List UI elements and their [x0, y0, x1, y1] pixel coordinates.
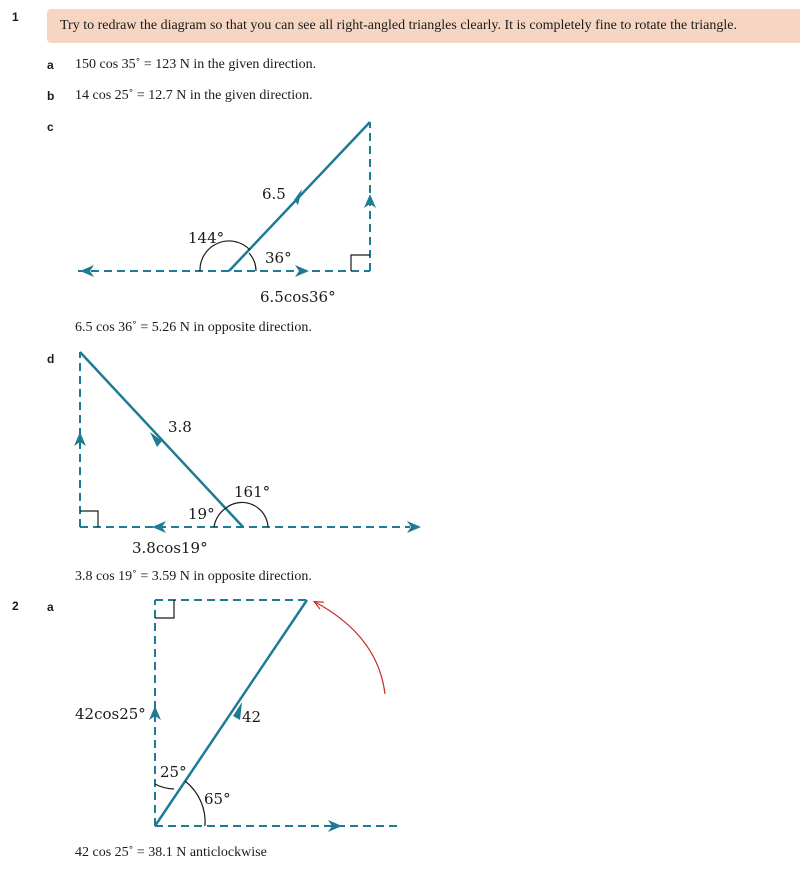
- part-label-a: a: [47, 58, 54, 72]
- force-vector: [155, 600, 307, 826]
- answer-d: 3.8 cos 19˚ = 3.59 N in opposite direction.: [75, 569, 312, 584]
- rotation-arrow: [315, 602, 385, 694]
- right-angle-mark: [80, 511, 98, 527]
- part-label-b: b: [47, 89, 55, 103]
- angle-acute-label: 19°: [188, 505, 215, 523]
- force-label: 42: [242, 708, 262, 726]
- answer-c: 6.5 cos 36˚ = 5.26 N in opposite direction.: [75, 320, 312, 335]
- diagram-c: [78, 122, 376, 306]
- diagram-2a: [75, 600, 402, 832]
- acute-angle-arc: [214, 508, 226, 527]
- angle-acute-label: 36°: [265, 249, 292, 267]
- question-number-2: 2: [12, 599, 19, 613]
- right-angle-mark: [351, 255, 370, 271]
- answer-2a: 42 cos 25˚ = 38.1 N anticlockwise: [75, 845, 267, 860]
- hint-box: Try to redraw the diagram so that you can see all right-angled triangles clearly. It is completely fine to rotate the triangle.: [47, 9, 800, 43]
- part-label-2a: a: [47, 600, 54, 614]
- diagram-d: [74, 352, 421, 557]
- question-number: 1: [12, 10, 19, 24]
- angle-top-label: 25°: [160, 763, 187, 781]
- component-label: 3.8cos19°: [132, 539, 208, 557]
- part-label-d: d: [47, 352, 55, 366]
- angle-obtuse-label: 144°: [188, 229, 225, 247]
- vertical-label: 42cos25°: [75, 705, 146, 723]
- angle-arc-bottom: [185, 781, 205, 826]
- angle-obtuse-label: 161°: [234, 483, 271, 501]
- answer-a: 150 cos 35˚ = 123 N in the given direction.: [75, 57, 317, 72]
- force-vector: [80, 352, 243, 527]
- acute-angle-arc: [249, 253, 256, 271]
- answer-b: 14 cos 25˚ = 12.7 N in the given direction.: [75, 88, 313, 103]
- right-angle-mark: [155, 600, 174, 618]
- angle-arc-top: [155, 784, 174, 789]
- angle-bottom-label: 65°: [204, 790, 231, 808]
- part-label-c: c: [47, 120, 54, 134]
- force-label: 3.8: [168, 418, 192, 436]
- component-label: 6.5cos36°: [260, 288, 336, 306]
- arrowhead-right: [295, 265, 309, 277]
- force-label: 6.5: [262, 185, 286, 203]
